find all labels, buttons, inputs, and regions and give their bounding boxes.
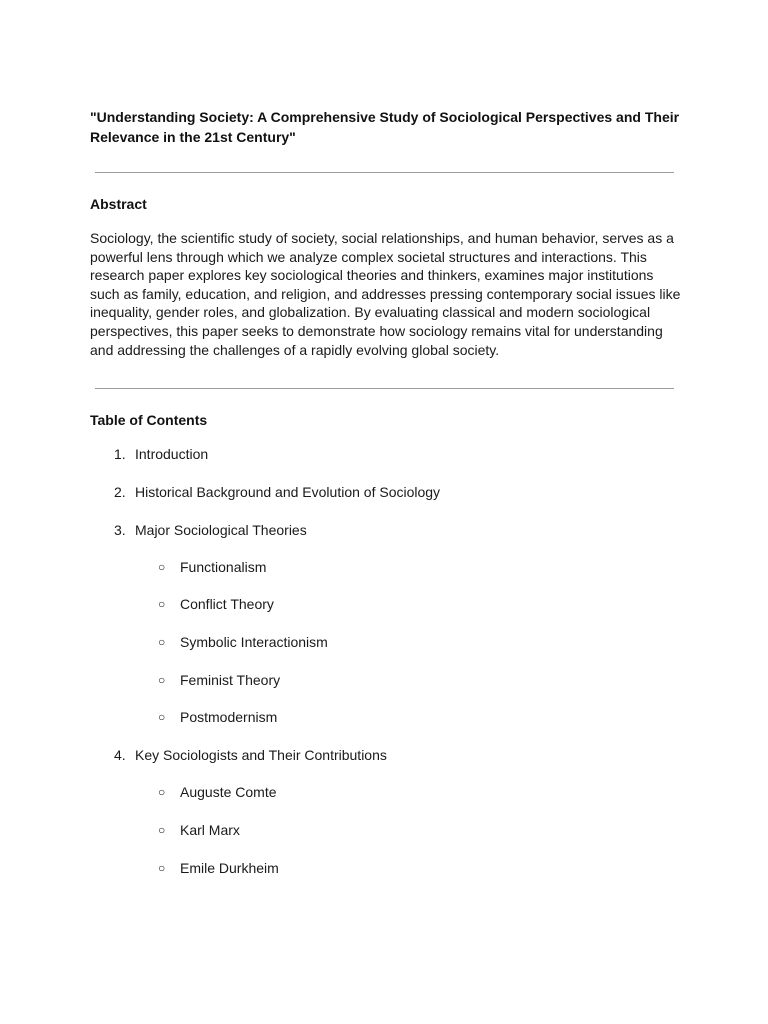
hollow-bullet-icon: ○ [158,597,166,611]
abstract-text: Sociology, the scientific study of society, social relationships, and human behavior, serves as a powerful lens through which we analyze complex societal structures and interactions. This research paper explores key sociological theories and thinkers, examines major institutions such as family, education, and religion, and addresses pressing contemporary social issues like inequality, gender roles, and globalization. By evaluating classical and modern sociological perspectives, this paper seeks to demonstrate how sociology remains vital for understanding and addressing the challenges of a rapidly evolving global society. [90,230,681,358]
hollow-bullet-icon: ○ [158,635,166,649]
toc-item-label: Auguste Comte [180,784,277,800]
list-number: 4. [114,747,126,763]
horizontal-divider [95,172,674,173]
list-number: 3. [114,522,126,538]
toc-item-label: Functionalism [180,559,267,575]
hollow-bullet-icon: ○ [158,560,166,574]
toc-item-label: Conflict Theory [180,596,274,612]
hollow-bullet-icon: ○ [158,823,166,837]
toc-item-label: Key Sociologists and Their Contributions [135,747,387,763]
toc-item-label: Symbolic Interactionism [180,634,328,650]
toc-item-label: Karl Marx [180,822,240,838]
toc-item-label: Feminist Theory [180,672,281,688]
hollow-bullet-icon: ○ [158,785,166,799]
hollow-bullet-icon: ○ [158,861,166,875]
toc-heading: Table of Contents [90,412,208,428]
hollow-bullet-icon: ○ [158,673,166,687]
toc-item-label: Historical Background and Evolution of Sociology [135,484,441,500]
toc-item-label: Introduction [135,446,209,462]
document-title: "Understanding Society: A Comprehensive Study of Sociological Perspectives and Their Relevance in the 21st Century" [90,109,680,145]
horizontal-divider [95,388,674,389]
hollow-bullet-icon: ○ [158,710,166,724]
toc-item-label: Postmodernism [180,709,278,725]
abstract-heading: Abstract [90,196,147,212]
list-number: 2. [114,484,126,500]
toc-item-label: Emile Durkheim [180,860,279,876]
toc-item-label: Major Sociological Theories [135,522,307,538]
list-number: 1. [114,446,126,462]
